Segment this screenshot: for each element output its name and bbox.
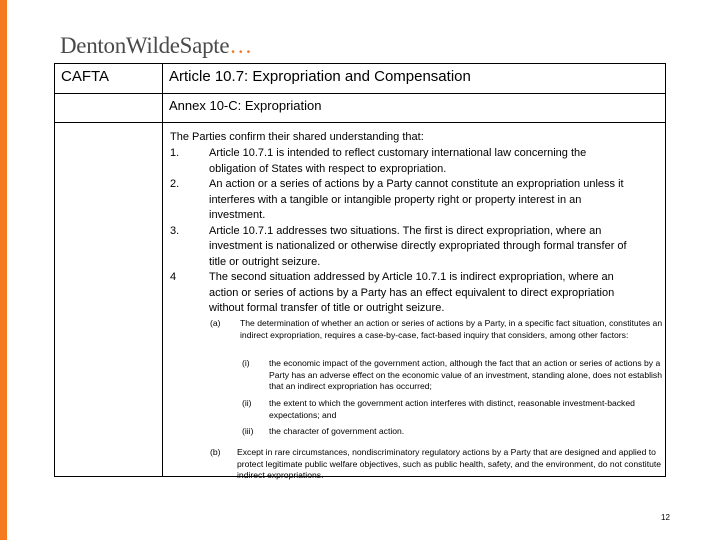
- item-1-line-2: obligation of States with respect to expropriation.: [209, 162, 447, 175]
- item-4-line-3: without formal transfer of title or outright seizure.: [209, 302, 445, 314]
- body-cell: [163, 123, 666, 481]
- logo-ellipsis: …: [229, 33, 252, 58]
- factor-i-text: the economic impact of the government action, although the fact that an action or series of actions by a Party has an adverse effect on the economic value of an investment, standing alone, does not establish that an indirect expropriation has occurred;: [269, 358, 663, 392]
- body-content: [163, 123, 665, 481]
- item-3-number: 3.: [170, 224, 180, 237]
- subheader-row: [55, 94, 666, 123]
- item-4-number: 4: [170, 271, 177, 283]
- factor-iii-text: the character of government action.: [269, 426, 405, 436]
- sub-a-text: The determination of whether an action or series of actions by a Party, in a specific fact situation, constitutes an indirect expropriation, requires a case-by-case, fact-based inquiry that considers, among other factors:: [240, 318, 663, 340]
- page-number: 12: [661, 513, 670, 522]
- item-2-line-1: An action or a series of actions by a Party cannot constitute an expropriation unless it: [209, 178, 624, 190]
- factor-ii-text: the extent to which the government action interferes with distinct, reasonable investment-backed expectations; and: [269, 398, 635, 420]
- item-3-line-3: title or outright seizure.: [209, 255, 321, 268]
- content-table: [54, 63, 666, 481]
- item-2-line-2: interferes with a tangible or intangible property right or property interest in an: [209, 193, 582, 206]
- item-3-line-2: investment is nationalized or otherwise directly expropriated through formal transfer of: [209, 240, 627, 252]
- sub-b-label: (b): [210, 447, 221, 457]
- sub-a-label: (a): [210, 318, 221, 328]
- logo-text: DentonWildeSapte: [60, 33, 230, 58]
- item-4-line-2: action or series of actions by a Party has an effect equivalent to direct expropriation: [209, 286, 615, 299]
- sub-b-text: Except in rare circumstances, nondiscriminatory regulatory actions by a Party that are designed and applied to protect legitimate public welfare objectives, such as public health, safety, and the environment, do not constitute indirect expropriations.: [237, 447, 662, 481]
- item-1-number: 1.: [170, 147, 180, 159]
- item-4-line-1: The second situation addressed by Article 10.7.1 is indirect expropriation, where an: [209, 271, 614, 283]
- item-3-line-1: Article 10.7.1 addresses two situations. The first is direct expropriation, where an: [209, 224, 602, 237]
- header-row: [55, 64, 666, 94]
- item-2-number: 2.: [170, 178, 180, 190]
- annex-title: Annex 10-C: Expropriation: [163, 94, 666, 123]
- orange-accent-bar: [0, 0, 7, 540]
- body-row: [55, 123, 666, 477]
- factor-iii-label: (iii): [242, 426, 254, 436]
- item-2-line-3: investment.: [209, 209, 266, 221]
- treaty-name-cell: CAFTA: [55, 64, 163, 94]
- empty-left-cell: [55, 94, 163, 123]
- item-1-line-1: Article 10.7.1 is intended to reflect customary international law concerning the: [209, 147, 587, 159]
- intro-text: The Parties confirm their shared understanding that:: [170, 131, 424, 143]
- factor-ii-label: (ii): [242, 398, 252, 408]
- article-title-cell: Article 10.7: Expropriation and Compensation: [163, 64, 666, 94]
- factor-i-label: (i): [242, 358, 250, 368]
- company-logo: [60, 33, 252, 59]
- empty-left-body-cell: [55, 123, 163, 477]
